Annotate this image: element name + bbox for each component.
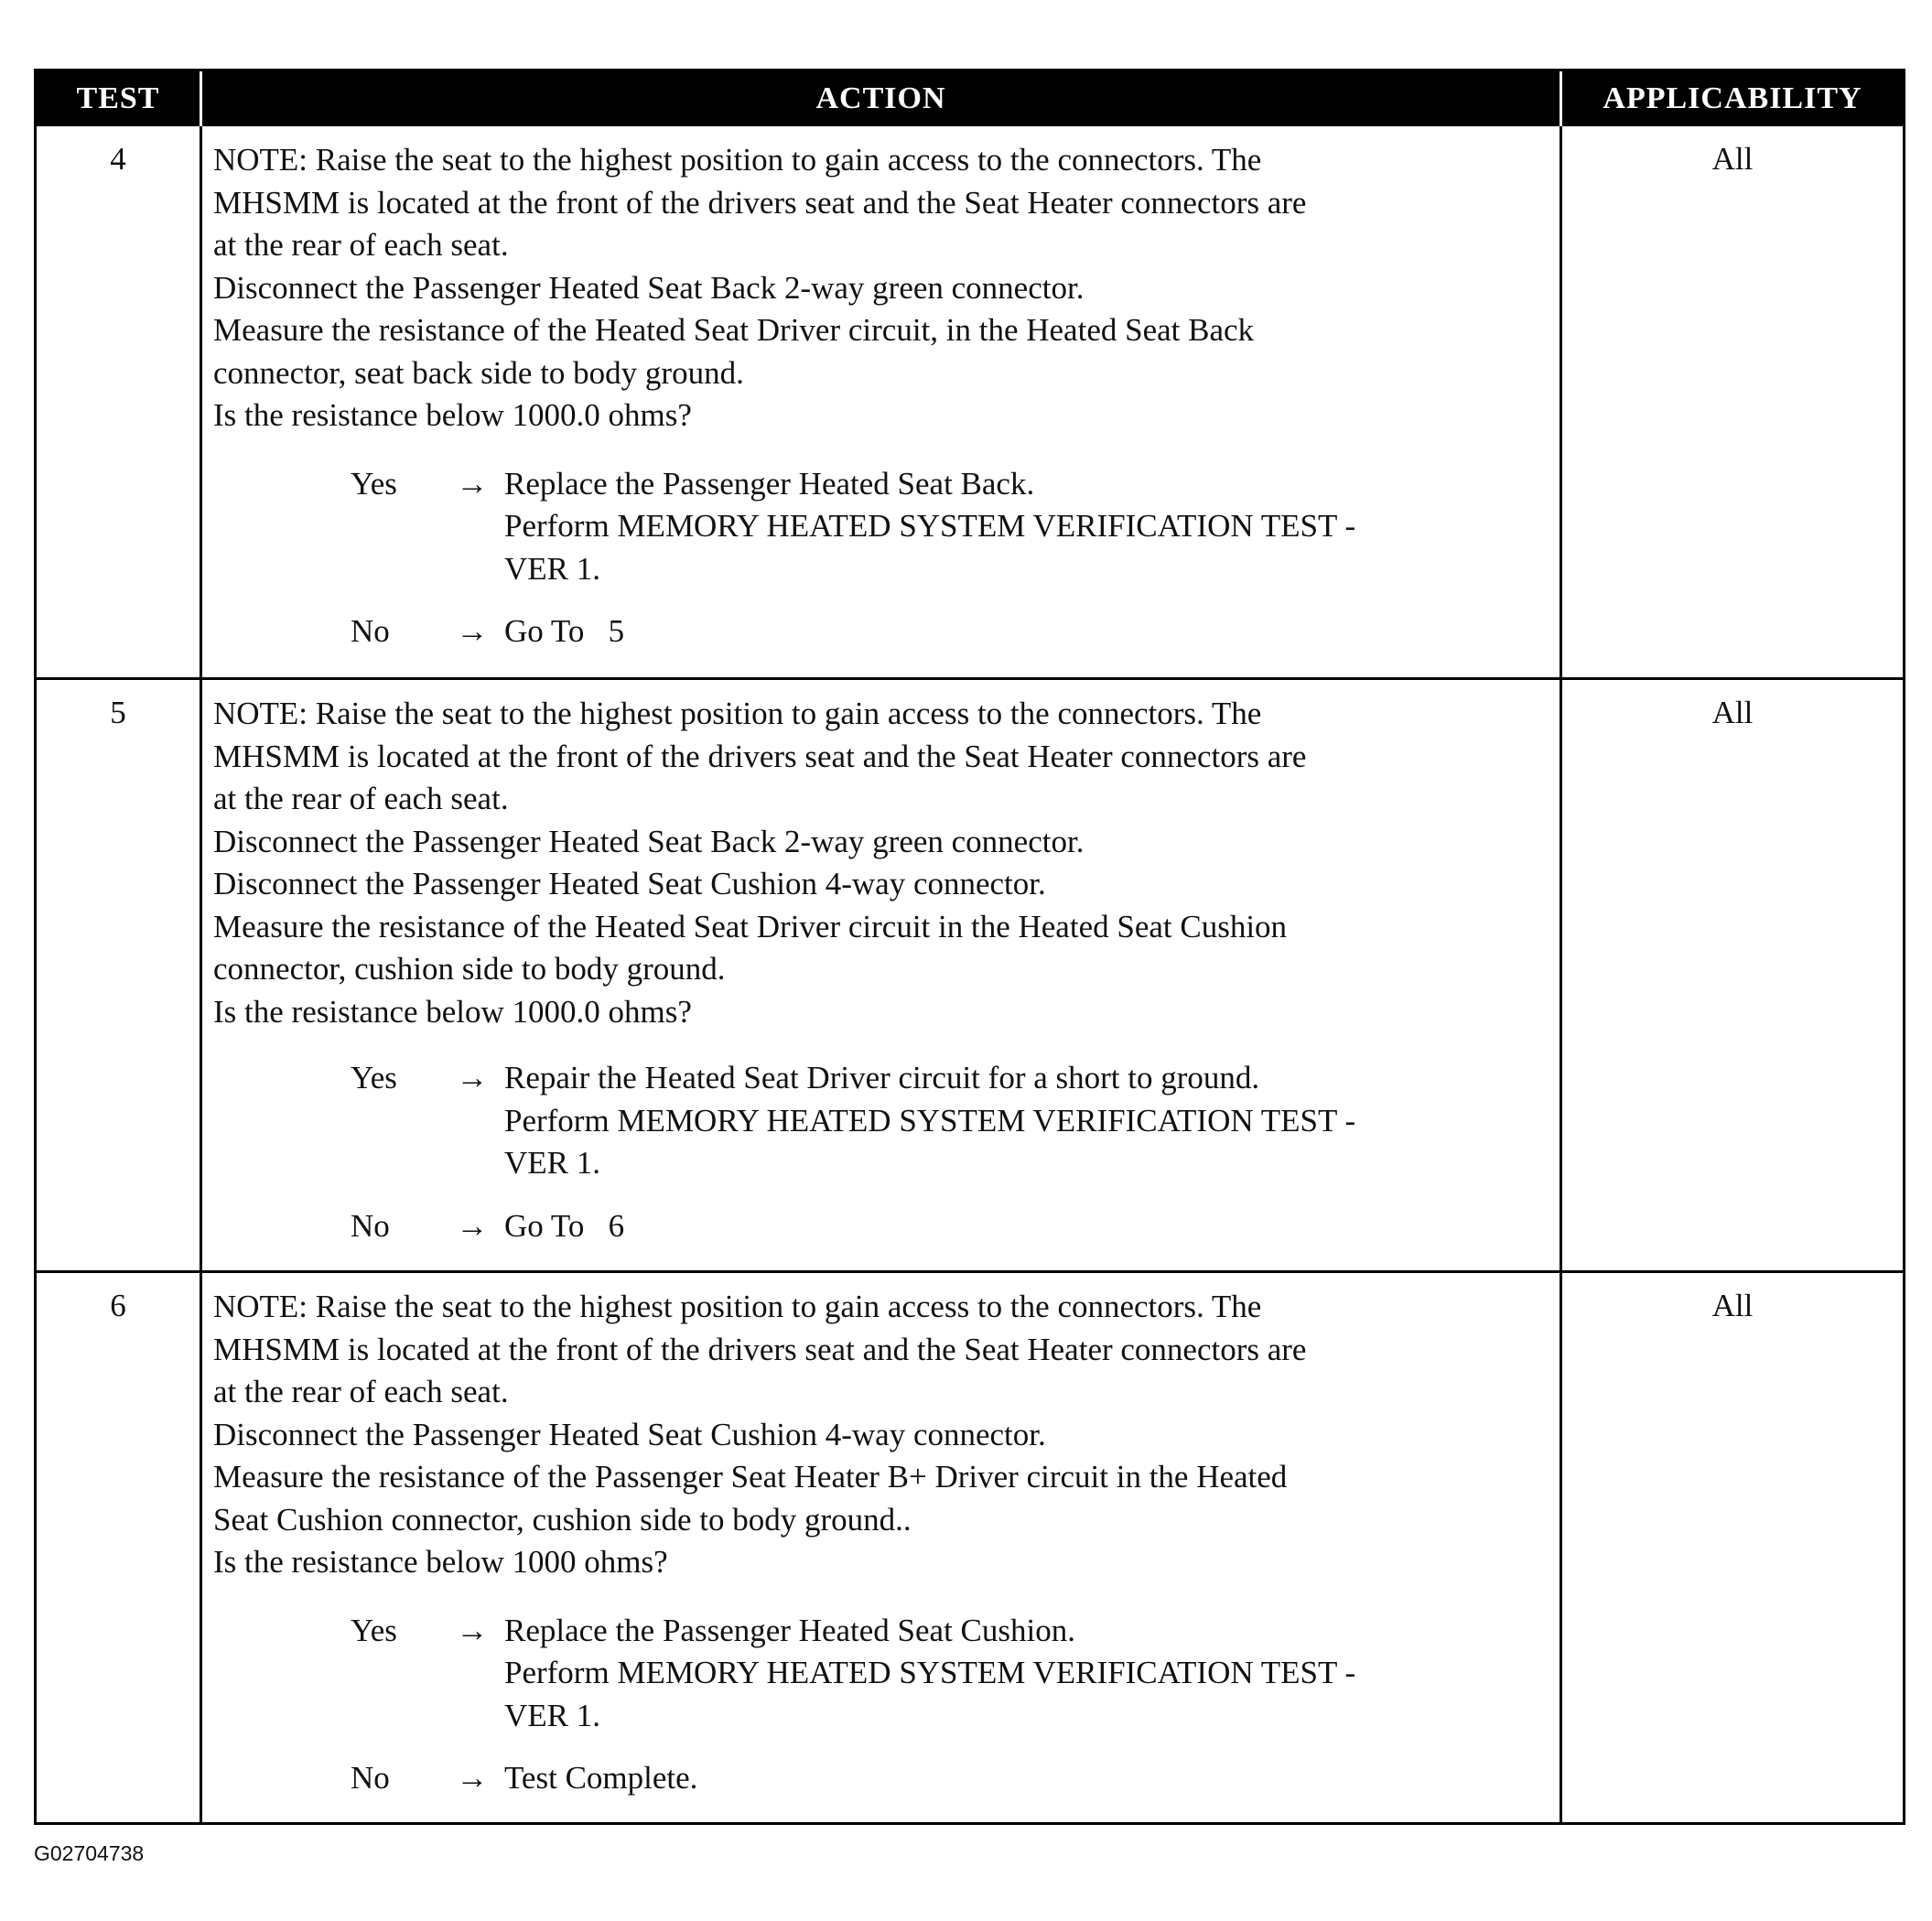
- no-label: No: [351, 1207, 390, 1244]
- diagnostic-table: [34, 69, 1905, 1825]
- applicability-value: All: [1711, 695, 1754, 730]
- action-line: NOTE: Raise the seat to the highest position to gain access to the connectors. The: [213, 1289, 1262, 1324]
- action-line: Seat Cushion connector, cushion side to body ground..: [213, 1501, 912, 1538]
- action-cell: [200, 680, 1562, 1270]
- no-branch: [213, 610, 1552, 653]
- yes-line: Perform MEMORY HEATED SYSTEM VERIFICATION TEST -: [504, 508, 1356, 544]
- yes-text: [504, 463, 1552, 591]
- action-line: MHSMM is located at the front of the drivers seat and the Seat Heater connectors are: [213, 1331, 1307, 1367]
- action-line: Disconnect the Passenger Heated Seat Cushion 4-way connector.: [213, 866, 1046, 901]
- yes-line: Perform MEMORY HEATED SYSTEM VERIFICATION TEST -: [504, 1102, 1356, 1139]
- yes-text: [504, 1610, 1552, 1738]
- applicability-value: All: [1711, 1288, 1754, 1323]
- figure-code: G02704738: [34, 1841, 145, 1865]
- arrow-right-icon: →: [456, 1612, 489, 1648]
- table-row: [37, 126, 1903, 677]
- header-action: ACTION: [200, 71, 1562, 126]
- action-line: Is the resistance below 1000.0 ohms?: [213, 993, 692, 1030]
- action-line: at the rear of each seat.: [213, 781, 509, 816]
- yes-label: Yes: [351, 1060, 397, 1095]
- table-row: [37, 677, 1903, 1270]
- header-test: TEST: [76, 81, 160, 115]
- header-applicability: APPLICABILITY: [1603, 81, 1862, 115]
- no-label: No: [351, 1760, 390, 1796]
- yes-label: Yes: [351, 1612, 397, 1648]
- no-branch: [213, 1205, 1552, 1248]
- action-cell: [200, 126, 1562, 677]
- table-row: [37, 1270, 1903, 1822]
- yes-text: [504, 1057, 1552, 1185]
- arrow-right-icon: →: [456, 1207, 489, 1244]
- yes-branch: [213, 1057, 1552, 1185]
- action-line: connector, cushion side to body ground.: [213, 951, 726, 987]
- action-cell: [200, 1273, 1562, 1822]
- arrow-right-icon: →: [456, 613, 489, 649]
- arrow-right-icon: →: [456, 1760, 489, 1796]
- action-line: Disconnect the Passenger Heated Seat Back 2-way green connector.: [213, 269, 1085, 306]
- action-line: at the rear of each seat.: [213, 1374, 509, 1409]
- yes-branch: [213, 463, 1552, 591]
- no-text: Test Complete.: [504, 1760, 698, 1796]
- yes-line: Replace the Passenger Heated Seat Back.: [504, 465, 1035, 502]
- action-line: MHSMM is located at the front of the drivers seat and the Seat Heater connectors are: [213, 184, 1307, 221]
- action-line: Is the resistance below 1000 ohms?: [213, 1544, 668, 1580]
- test-number: 6: [110, 1288, 126, 1323]
- arrow-right-icon: →: [456, 465, 489, 502]
- action-line: Disconnect the Passenger Heated Seat Cushion 4-way connector.: [213, 1416, 1046, 1452]
- action-line: connector, seat back side to body ground.: [213, 354, 744, 391]
- applicability-value: All: [1711, 141, 1754, 177]
- action-line: Is the resistance below 1000.0 ohms?: [213, 397, 692, 433]
- action-line: Measure the resistance of the Heated Seat Driver circuit in the Heated Seat Cushion: [213, 908, 1288, 944]
- yes-line: VER 1.: [504, 1145, 600, 1181]
- no-text: Go To 5: [504, 613, 625, 649]
- action-line: NOTE: Raise the seat to the highest position to gain access to the connectors. The: [213, 696, 1262, 731]
- action-line: at the rear of each seat.: [213, 227, 509, 263]
- action-line: Measure the resistance of the Heated Seat Driver circuit, in the Heated Seat Back: [213, 312, 1255, 348]
- yes-label: Yes: [351, 465, 397, 502]
- action-line: MHSMM is located at the front of the drivers seat and the Seat Heater connectors are: [213, 738, 1307, 774]
- action-line: Measure the resistance of the Passenger Seat Heater B+ Driver circuit in the Heated: [213, 1459, 1288, 1495]
- yes-no-block: [213, 463, 1552, 653]
- yes-line: Repair the Heated Seat Driver circuit for a short to ground.: [504, 1060, 1260, 1095]
- yes-no-block: [213, 1057, 1552, 1247]
- table-header: [37, 71, 1903, 126]
- yes-line: VER 1.: [504, 1697, 600, 1733]
- action-line: NOTE: Raise the seat to the highest position to gain access to the connectors. The: [213, 142, 1262, 178]
- no-text: Go To 6: [504, 1207, 625, 1244]
- yes-no-block: [213, 1610, 1552, 1800]
- yes-line: VER 1.: [504, 550, 600, 587]
- yes-branch: [213, 1610, 1552, 1738]
- test-number: 5: [110, 695, 126, 730]
- no-label: No: [351, 613, 390, 649]
- arrow-right-icon: →: [456, 1060, 489, 1095]
- no-branch: [213, 1757, 1552, 1800]
- test-number: 4: [110, 141, 126, 177]
- yes-line: Replace the Passenger Heated Seat Cushion.: [504, 1612, 1075, 1648]
- action-line: Disconnect the Passenger Heated Seat Back 2-way green connector.: [213, 823, 1085, 859]
- yes-line: Perform MEMORY HEATED SYSTEM VERIFICATION TEST -: [504, 1655, 1356, 1690]
